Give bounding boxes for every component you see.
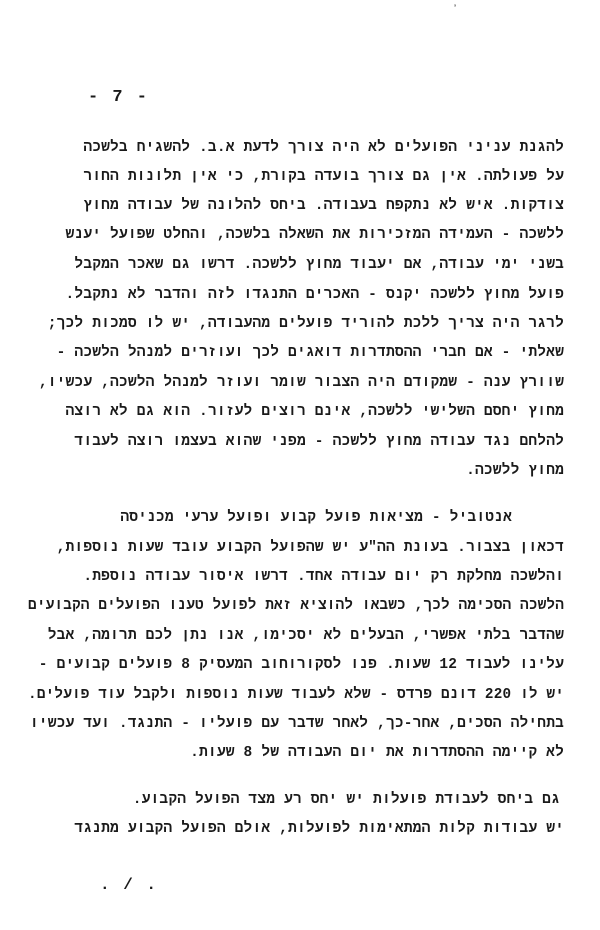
text-line: שהדבר בלתי אפשרי, הבעלים לא יסכימו, אנו נתן לכם תרומה, אבל bbox=[47, 628, 564, 644]
text-line: ללשכה - העמידה המזכירות את השאלה בלשכה, והחלט שפועל יענש bbox=[65, 227, 564, 243]
text-line: אנטוביל - מציאות פועל קבוע ופועל ערעי מכניסה bbox=[120, 510, 512, 526]
text-line: לרגר היה צריך ללכת להוריד פועלים מהעבודה, יש לו סמכות לכך; bbox=[47, 316, 564, 332]
text-line: פועל מחוץ ללשכה יקנס - האכרים התנגדו לזה והדבר לא נתקבל. bbox=[65, 287, 564, 303]
text-line: מחוץ יחסם השלישי ללשכה, אינם רוצים לעזור. הוא גם לא רוצה bbox=[65, 404, 564, 420]
text-line: צודקות. איש לא נתקפח בעבודה. ביחס להלונה של עבודה מחוץ bbox=[83, 198, 564, 214]
text-line: להגנת עניני הפועלים לא היה צורך לדעת א.ב. להשגיח בלשכה bbox=[83, 140, 564, 156]
text-line: בשני ימי עבודה, אם יעבוד מחוץ ללשכה. דרשו גם שאכר המקבל bbox=[74, 257, 564, 273]
scan-speck: ʼ bbox=[452, 5, 459, 16]
continuation-mark: . / . bbox=[100, 876, 159, 894]
text-line: על פעולתה. אין גם צורך בועדה בקורת, כי אין תלונות החור bbox=[83, 169, 564, 185]
text-line: דכאון בצבור. בעונת הה"ע יש שהפועל הקבוע עובד שעות נוספות, bbox=[56, 540, 564, 556]
text-line: לא קיימה ההסתדרות את יום העבודה של 8 שעות. bbox=[190, 745, 564, 761]
text-line: שוורץ ענה - שמקודם היה הצבור שומר ועוזר למנהל הלשכה, עכשיו, bbox=[38, 375, 564, 391]
text-line: להלחם נגד עבודה מחוץ ללשכה - מפני שהוא בעצמו רוצה לעבוד bbox=[74, 434, 564, 450]
text-line: הלשכה הסכימה לכך, כשבאו להוציא זאת לפועל טענו הפועלים הקבועים bbox=[28, 598, 564, 614]
page-number: - 7 - bbox=[88, 88, 150, 107]
text-line: יש לו 220 דונם פרדס - שלא לעבוד שעות נוספות ולקבל עוד פועלים. bbox=[28, 687, 564, 703]
text-line: שאלתי - אם חברי ההסתדרות דואגים לכך ועוזרים למנהל הלשכה - bbox=[56, 345, 564, 361]
text-line: והלשכה מחלקת רק יום עבודה אחד. דרשו איסור עבודה נוספת. bbox=[83, 569, 564, 585]
text-line: גם ביחס לעבודת פועלות יש יחס רע מצד הפועל הקבוע. bbox=[132, 792, 560, 808]
text-line: עלינו לעבוד 12 שעות. פנו לסקורוחוב המעסיק 8 פועלים קבועים - bbox=[38, 657, 564, 673]
text-line: יש עבודות קלות המתאימות לפועלות, אולם הפועל הקבוע מתנגד bbox=[74, 821, 564, 837]
text-line: מחוץ ללשכה. bbox=[466, 463, 564, 479]
text-line: בתחילה הסכים, אחר-כך, לאחר שדבר עם פועליו - התנגד. ועד עכשיו bbox=[29, 716, 564, 732]
